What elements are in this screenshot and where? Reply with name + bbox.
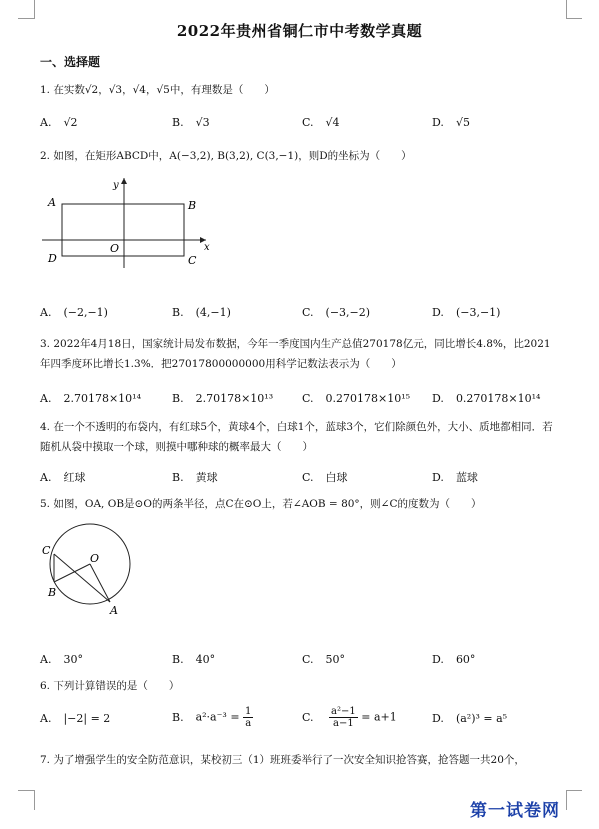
q3-option-c[interactable]: C. 0.270178×10¹⁵ [302,392,411,405]
crop-mark [566,18,582,19]
label-y: y [113,180,119,191]
q5-option-d[interactable]: D. 60° [432,653,476,666]
q1-option-c[interactable]: C. √4 [302,116,340,129]
rectangle-abcd [62,204,184,256]
label-a: A [110,604,118,617]
fraction: $\frac{1}{a}$ [245,706,252,729]
crop-mark [18,790,34,791]
q4-option-b[interactable]: B. 黄球 [172,471,218,484]
label-b: B [48,586,57,599]
crop-mark [566,0,567,18]
crop-mark [34,0,35,19]
crop-mark [566,790,567,810]
q3-option-b[interactable]: B. 2.70178×10¹³ [172,392,274,405]
label-origin: O [110,242,120,255]
label-o: O [90,552,100,565]
fraction: $\frac{\text{a²−1}}{a-1}$ [331,706,356,729]
q6-option-a[interactable]: A. |−2| = 2 [40,712,111,725]
circle-figure [38,522,138,622]
crop-mark [34,790,35,810]
label-d: D [48,252,57,265]
question-4-stem: 4. 在一个不透明的布袋内，有红球5个，黄球4个，白球1个，蓝球3个，它们除颜色外，大小、质地都相同．若随机从袋中摸取一个球，则摸中哪种球的概率最大（ ） [40,421,553,453]
question-3-stem: 3. 2022年4月18日，国家统计局发布数据，今年一季度国内生产总值270178亿元，同比增长4.8%，比2021年四季度环比增长1.3%．把27017800000000用科学记数法表示为（ ） [40,338,551,370]
crop-mark [18,18,34,19]
question-6-stem: 6. 下列计算错误的是（ ） [40,680,180,692]
crop-mark [566,790,582,791]
q2-option-d[interactable]: D. (−3,−1) [432,306,501,319]
question-1-stem: 1. 在实数√2，√3，√4，√5中，有理数是（ ） [40,84,275,96]
label-a: A [48,196,56,209]
q5-option-a[interactable]: A. 30° [40,653,83,666]
q4-option-c[interactable]: C. 白球 [302,471,348,484]
q6-option-c[interactable]: C. $\frac{\text{a²−1}}{a-1}$ = a+1 [302,706,397,729]
label-c: C [42,544,51,557]
rectangle-coordinate-figure [40,172,230,272]
q4-option-a[interactable]: A. 红球 [40,471,86,484]
q6-option-d[interactable]: D. (a²)³ = a⁵ [432,712,508,725]
q6-option-b[interactable]: B. a²·a⁻³ = $\frac{1}{a}$ [172,706,252,729]
label-x: x [204,242,210,253]
question-7-stem: 7. 为了增强学生的安全防范意识，某校初三（1）班班委举行了一次安全知识抢答赛，抢答题一共20个， [40,754,525,766]
radius-ob [54,564,90,582]
q2-option-b[interactable]: B. (4,−1) [172,306,231,319]
label-b: B [188,199,197,212]
site-watermark: 第一试卷网 [470,801,560,821]
q5-option-c[interactable]: C. 50° [302,653,346,666]
q3-option-d[interactable]: D. 0.270178×10¹⁴ [432,392,541,405]
y-axis-arrow-icon [121,178,127,184]
q1-option-d[interactable]: D. √5 [432,116,470,129]
q5-option-b[interactable]: B. 40° [172,653,216,666]
q3-option-a[interactable]: A. 2.70178×10¹⁴ [40,392,141,405]
q2-option-a[interactable]: A. (−2,−1) [40,306,108,319]
page-title: 2022年贵州省铜仁市中考数学真题 [176,22,423,40]
q4-option-d[interactable]: D. 蓝球 [432,471,478,484]
q1-option-a[interactable]: A. √2 [40,116,78,129]
radius-oa [90,564,110,602]
q1-option-b[interactable]: B. √3 [172,116,210,129]
question-5-stem: 5. 如图，OA, OB是⊙O的两条半径，点C在⊙O上，若∠AOB = 80°，则∠C的度数为（ ） [40,498,482,510]
question-2-stem: 2. 如图，在矩形ABCD中，A(−3,2), B(3,2), C(3,−1)，则D的坐标为（ ） [40,150,412,162]
q2-option-c[interactable]: C. (−3,−2) [302,306,371,319]
section-heading: 一、选择题 [40,55,101,69]
label-c: C [188,254,197,267]
